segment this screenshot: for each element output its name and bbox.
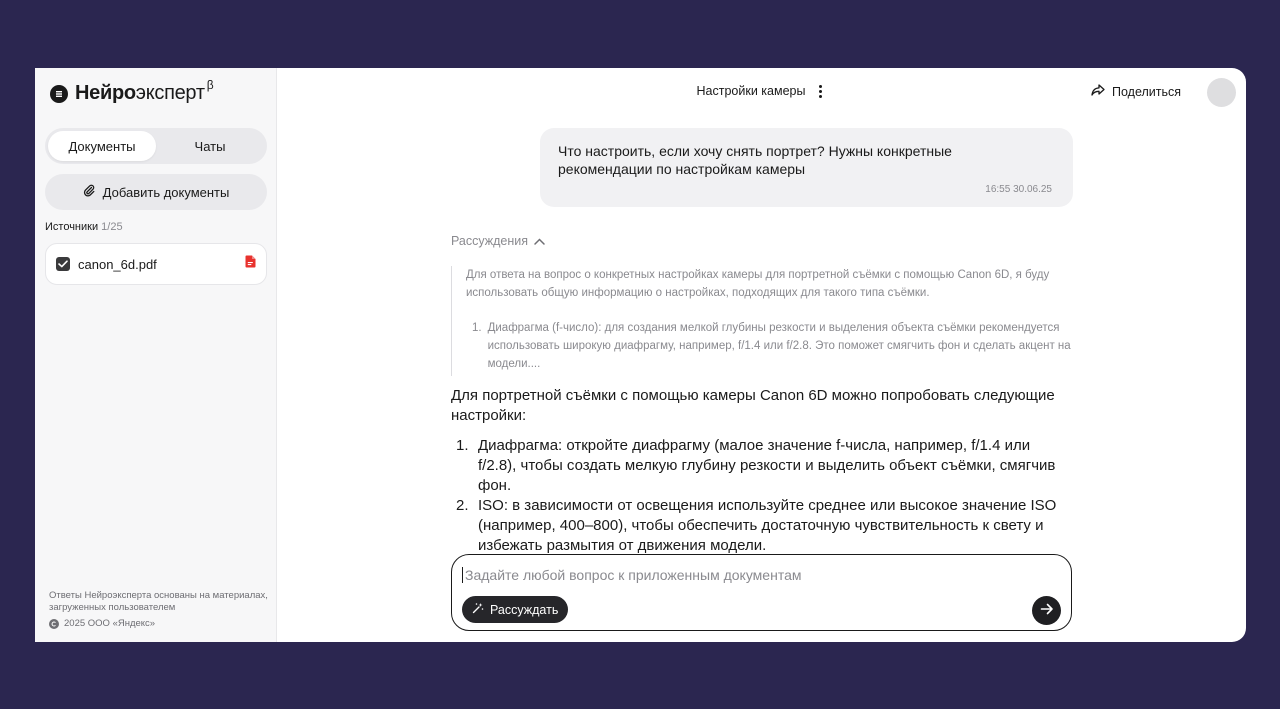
reasoning-intro: Для ответа на вопрос о конкретных настройках камеры для портретной съёмки с помощью Canon 6D, я буду использовать общую информацию о настройках, подходящих для такого типа съёмки. <box>466 269 1050 299</box>
user-message-text: Что настроить, если хочу снять портрет? Нужны конкретные рекомендации по настройкам камеры <box>558 143 952 177</box>
answer-intro: Для портретной съёмки с помощью камеры Canon 6D можно попробовать следующие настройки: <box>451 387 1055 424</box>
app-window <box>35 68 1246 642</box>
reasoning-list-item <box>466 319 1071 373</box>
share-button[interactable] <box>1091 84 1181 99</box>
send-button[interactable] <box>1032 596 1061 625</box>
answer-item-text: ISO: в зависимости от освещения используйте среднее или высокое значение ISO (например, 400–800), чтобы обеспечить достаточную чувствительность к свету и избежать размытия от движения модели. <box>478 497 1057 554</box>
assistant-answer <box>451 386 1071 554</box>
sources-count: 1/25 <box>101 221 123 233</box>
tab-documents[interactable]: Документы <box>48 131 156 161</box>
answer-list-item <box>451 436 1071 496</box>
reason-button-label: Рассуждать <box>490 602 559 617</box>
copyright <box>49 618 155 629</box>
add-documents-button[interactable] <box>45 174 267 210</box>
copyright-text: 2025 ООО «Яндекс» <box>64 618 156 629</box>
add-documents-label: Добавить документы <box>102 184 230 200</box>
reasoning-toggle[interactable] <box>451 234 545 248</box>
document-name: canon_6d.pdf <box>78 256 157 272</box>
document-item[interactable] <box>45 243 267 285</box>
sources-label: Источники <box>45 221 99 233</box>
share-label: Поделиться <box>1112 84 1182 99</box>
question-input[interactable]: Задайте любой вопрос к приложенным документам <box>462 567 801 583</box>
brand-thin: эксперт <box>135 82 205 104</box>
magic-wand-icon <box>472 602 484 617</box>
user-message-bubble <box>540 128 1073 207</box>
copyright-icon <box>49 619 59 629</box>
reasoning-content <box>451 266 1071 376</box>
chat-title[interactable]: Настройки камеры <box>696 84 806 98</box>
footer-note: Ответы Нейроэксперта основаны на материалах, загруженных пользователем <box>49 590 268 613</box>
reason-toggle-button[interactable] <box>462 596 568 623</box>
sidebar-tabs <box>45 128 267 164</box>
tab-chats[interactable]: Чаты <box>194 138 226 154</box>
chevron-up-icon <box>534 234 545 248</box>
answer-item-text: Диафрагма: откройте диафрагму (малое значение f-числа, например, f/1.4 или f/2.8), чтобы создать мелкую глубину резкости и выделить объект съёмки, смягчив фон. <box>478 437 1056 494</box>
answer-list-item <box>451 496 1071 556</box>
share-arrow-icon <box>1091 84 1105 99</box>
sources-header <box>45 221 123 233</box>
brand-name <box>75 78 214 105</box>
brand-bold: Нейро <box>75 82 136 104</box>
answer-item-number: 2. <box>456 497 469 514</box>
brand-beta: β <box>206 78 214 92</box>
answer-item-number: 1. <box>456 437 469 454</box>
message-timestamp: 16:55 30.06.25 <box>985 184 1052 195</box>
reasoning-item-number: 1. <box>472 322 482 334</box>
avatar[interactable] <box>1207 78 1236 107</box>
paperclip-icon <box>83 184 95 200</box>
sidebar <box>35 68 277 642</box>
reasoning-item-text: Диафрагма (f-число): для создания мелкой глубины резкости и выделения объекта съёмки рекомендуется использовать широкую диафрагму, например, f/1.4 или f/2.8. Это поможет смягчить фон и сделать акцент на модели.... <box>487 322 1071 370</box>
more-vertical-icon[interactable] <box>815 85 826 98</box>
reasoning-label: Рассуждения <box>451 234 529 248</box>
checkbox-checked-icon[interactable] <box>56 257 70 271</box>
chat-main <box>277 68 1246 642</box>
yandex-logo-icon <box>50 85 68 103</box>
pdf-file-icon <box>245 255 256 273</box>
app-logo[interactable] <box>50 78 214 105</box>
arrow-right-icon <box>1040 602 1054 620</box>
message-composer <box>451 554 1072 631</box>
